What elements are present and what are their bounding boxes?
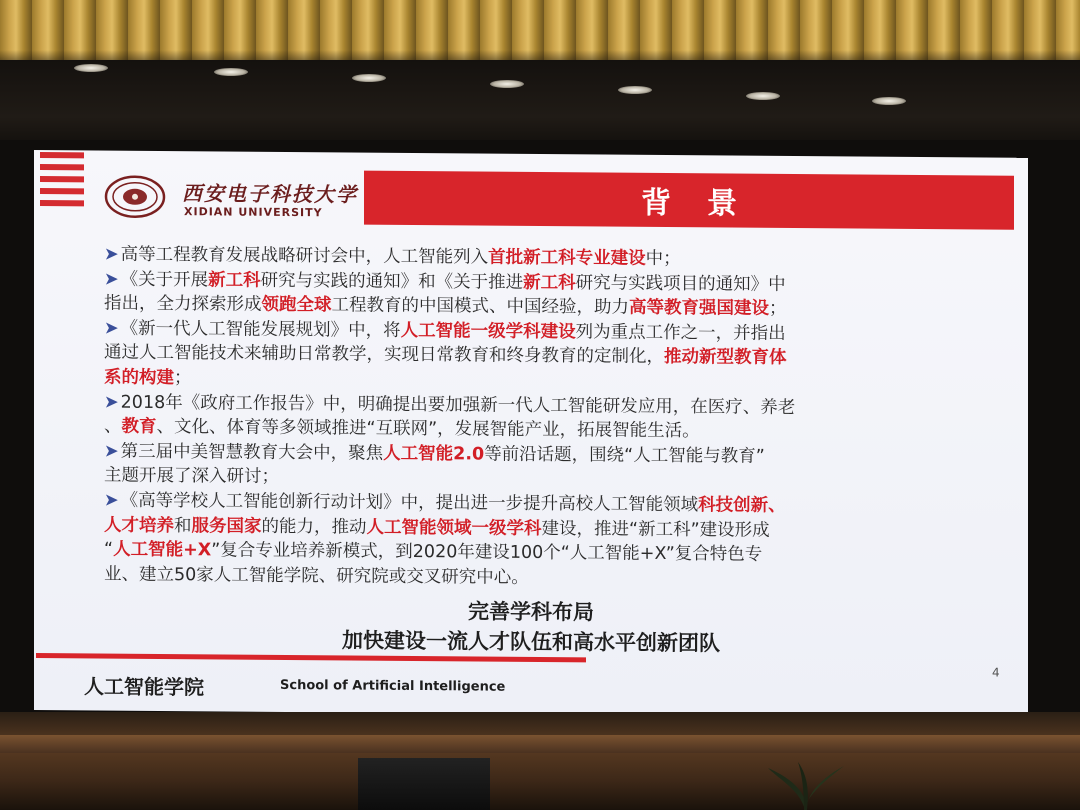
slide-title: 背景 (641, 185, 773, 222)
ceiling-light (74, 64, 108, 72)
content-line: “人工智能+X”复合专业培养新模式，到2020年建设100个“人工智能+X”复合特色专 (104, 539, 763, 565)
content-line: 主题开展了深入研讨； (104, 465, 279, 488)
content-line: 业、建立50家人工智能学院、研究院或交叉研究中心。 (104, 564, 529, 588)
arrow-bullet-icon: ➤ (104, 269, 119, 290)
university-name-cn: 西安电子科技大学 (182, 181, 358, 207)
content-line: 、教育、文化、体育等多领域推进“互联网”，发展智能产业，拓展智能生活。 (104, 416, 700, 442)
content-line: 指出，全力探索形成领跑全球工程教育的中国模式、中国经验，助力高等教育强国建设； (104, 293, 787, 320)
content-line: ➤ 《关于开展新工科研究与实践的通知》和《关于推进新工科研究与实践项目的通知》中 (104, 269, 786, 295)
conclusion-line-2: 加快建设一流人才队伍和高水平创新团队 (342, 628, 720, 656)
red-stripes-decoration (40, 152, 84, 216)
ceiling-light (872, 97, 906, 105)
content-line: 通过人工智能技术来辅助日常教学，实现日常教育和终身教育的定制化，推动新型教育体 (104, 342, 787, 369)
content-line: ➤ 高等工程教育发展战略研讨会中，人工智能列入首批新工科专业建设中； (104, 244, 681, 270)
stage-floor (0, 712, 1080, 810)
ceiling-light (618, 86, 652, 94)
arrow-bullet-icon: ➤ (104, 392, 119, 413)
university-seal-icon (104, 175, 166, 219)
ceiling-light (352, 74, 386, 82)
ceiling-light (490, 80, 524, 88)
content-line: 系的构建； (104, 367, 192, 389)
university-name-en: XIDIAN UNIVERSITY (184, 205, 323, 220)
arrow-bullet-icon: ➤ (104, 318, 119, 339)
content-line: ➤ 2018年《政府工作报告》中，明确提出要加强新一代人工智能研发应用，在医疗、养老 (104, 392, 796, 418)
content-line: ➤ 第三届中美智慧教育大会中，聚焦人工智能2.0等前沿话题，围绕“人工智能与教育” (104, 441, 765, 467)
plant-icon (760, 760, 850, 810)
arrow-bullet-icon: ➤ (104, 244, 119, 265)
slide-content (104, 243, 984, 594)
ceiling-light (746, 92, 780, 100)
school-name-cn: 人工智能学院 (84, 674, 204, 700)
podium (358, 758, 490, 810)
stage-edge (0, 735, 1080, 753)
content-line: ➤ 《高等学校人工智能创新行动计划》中，提出进一步提升高校人工智能领域科技创新、 (104, 490, 786, 516)
school-name-en: School of Artificial Intelligence (280, 677, 506, 695)
presentation-slide (34, 150, 1028, 718)
arrow-bullet-icon: ➤ (104, 441, 119, 462)
ceiling-light (214, 68, 248, 76)
content-line: 人才培养和服务国家的能力，推动人工智能领域一级学科建设，推进“新工科”建设形成 (104, 515, 770, 541)
page-number: 4 (992, 665, 1000, 680)
slide-title-bar (364, 171, 1014, 230)
arrow-bullet-icon: ➤ (104, 490, 119, 511)
content-line: ➤ 《新一代人工智能发展规划》中，将人工智能一级学科建设列为重点工作之一，并指出 (104, 318, 786, 344)
conclusion-line-1: 完善学科布局 (468, 599, 594, 625)
